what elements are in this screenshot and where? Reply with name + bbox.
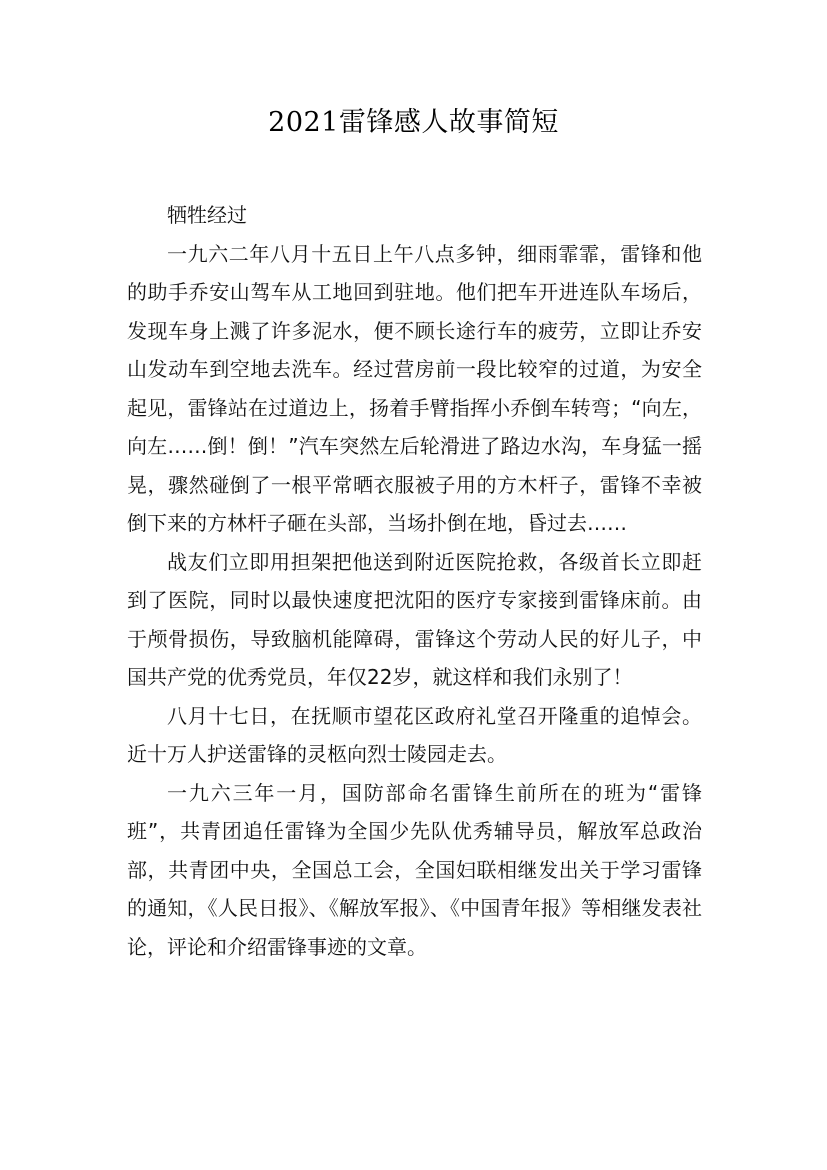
document-title: 2021雷锋感人故事简短 bbox=[268, 107, 559, 138]
document-body bbox=[127, 196, 702, 966]
paragraph-4: 一九六三年一月，国防部命名雷锋生前所在的班为“雷锋班”，共青团追任雷锋为全国少先队优秀辅导员，解放军总政治部，共青团中央，全国总工会，全国妇联相继发出关于学习雷锋的通知，《人民日报》、《解放军报》、《中国青年报》等相继发表社论，评论和介绍雷锋事迹的文章。 bbox=[127, 780, 702, 959]
paragraph-3: 八月十七日，在抚顺市望花区政府礼堂召开隆重的追悼会。近十万人护送雷锋的灵柩向烈士陵园走去。 bbox=[127, 703, 702, 766]
paragraph-2: 战友们立即用担架把他送到附近医院抢救，各级首长立即赶到了医院，同时以最快速度把沈阳的医疗专家接到雷锋床前。由于颅骨损伤，导致脑机能障碍，雷锋这个劳动人民的好儿子，中国共产党的优秀党员，年仅22岁，就这样和我们永别了！ bbox=[127, 549, 702, 689]
section-heading: 牺牲经过 bbox=[167, 203, 247, 227]
paragraph-1: 一九六二年八月十五日上午八点多钟，细雨霏霏，雷锋和他的助手乔安山驾车从工地回到驻地。他们把车开进连队车场后，发现车身上溅了许多泥水，便不顾长途行车的疲劳，立即让乔安山发动车到空地去洗车。经过营房前一段比较窄的过道，为安全起见，雷锋站在过道边上，扬着手臂指挥小乔倒车转弯；“向左，向左……倒！倒！”汽车突然左后轮滑进了路边水沟，车身猛一摇晃，骤然碰倒了一根平常晒衣服被子用的方木杆子，雷锋不幸被倒下来的方林杆子砸在头部，当场扑倒在地，昏过去…… bbox=[127, 241, 702, 535]
